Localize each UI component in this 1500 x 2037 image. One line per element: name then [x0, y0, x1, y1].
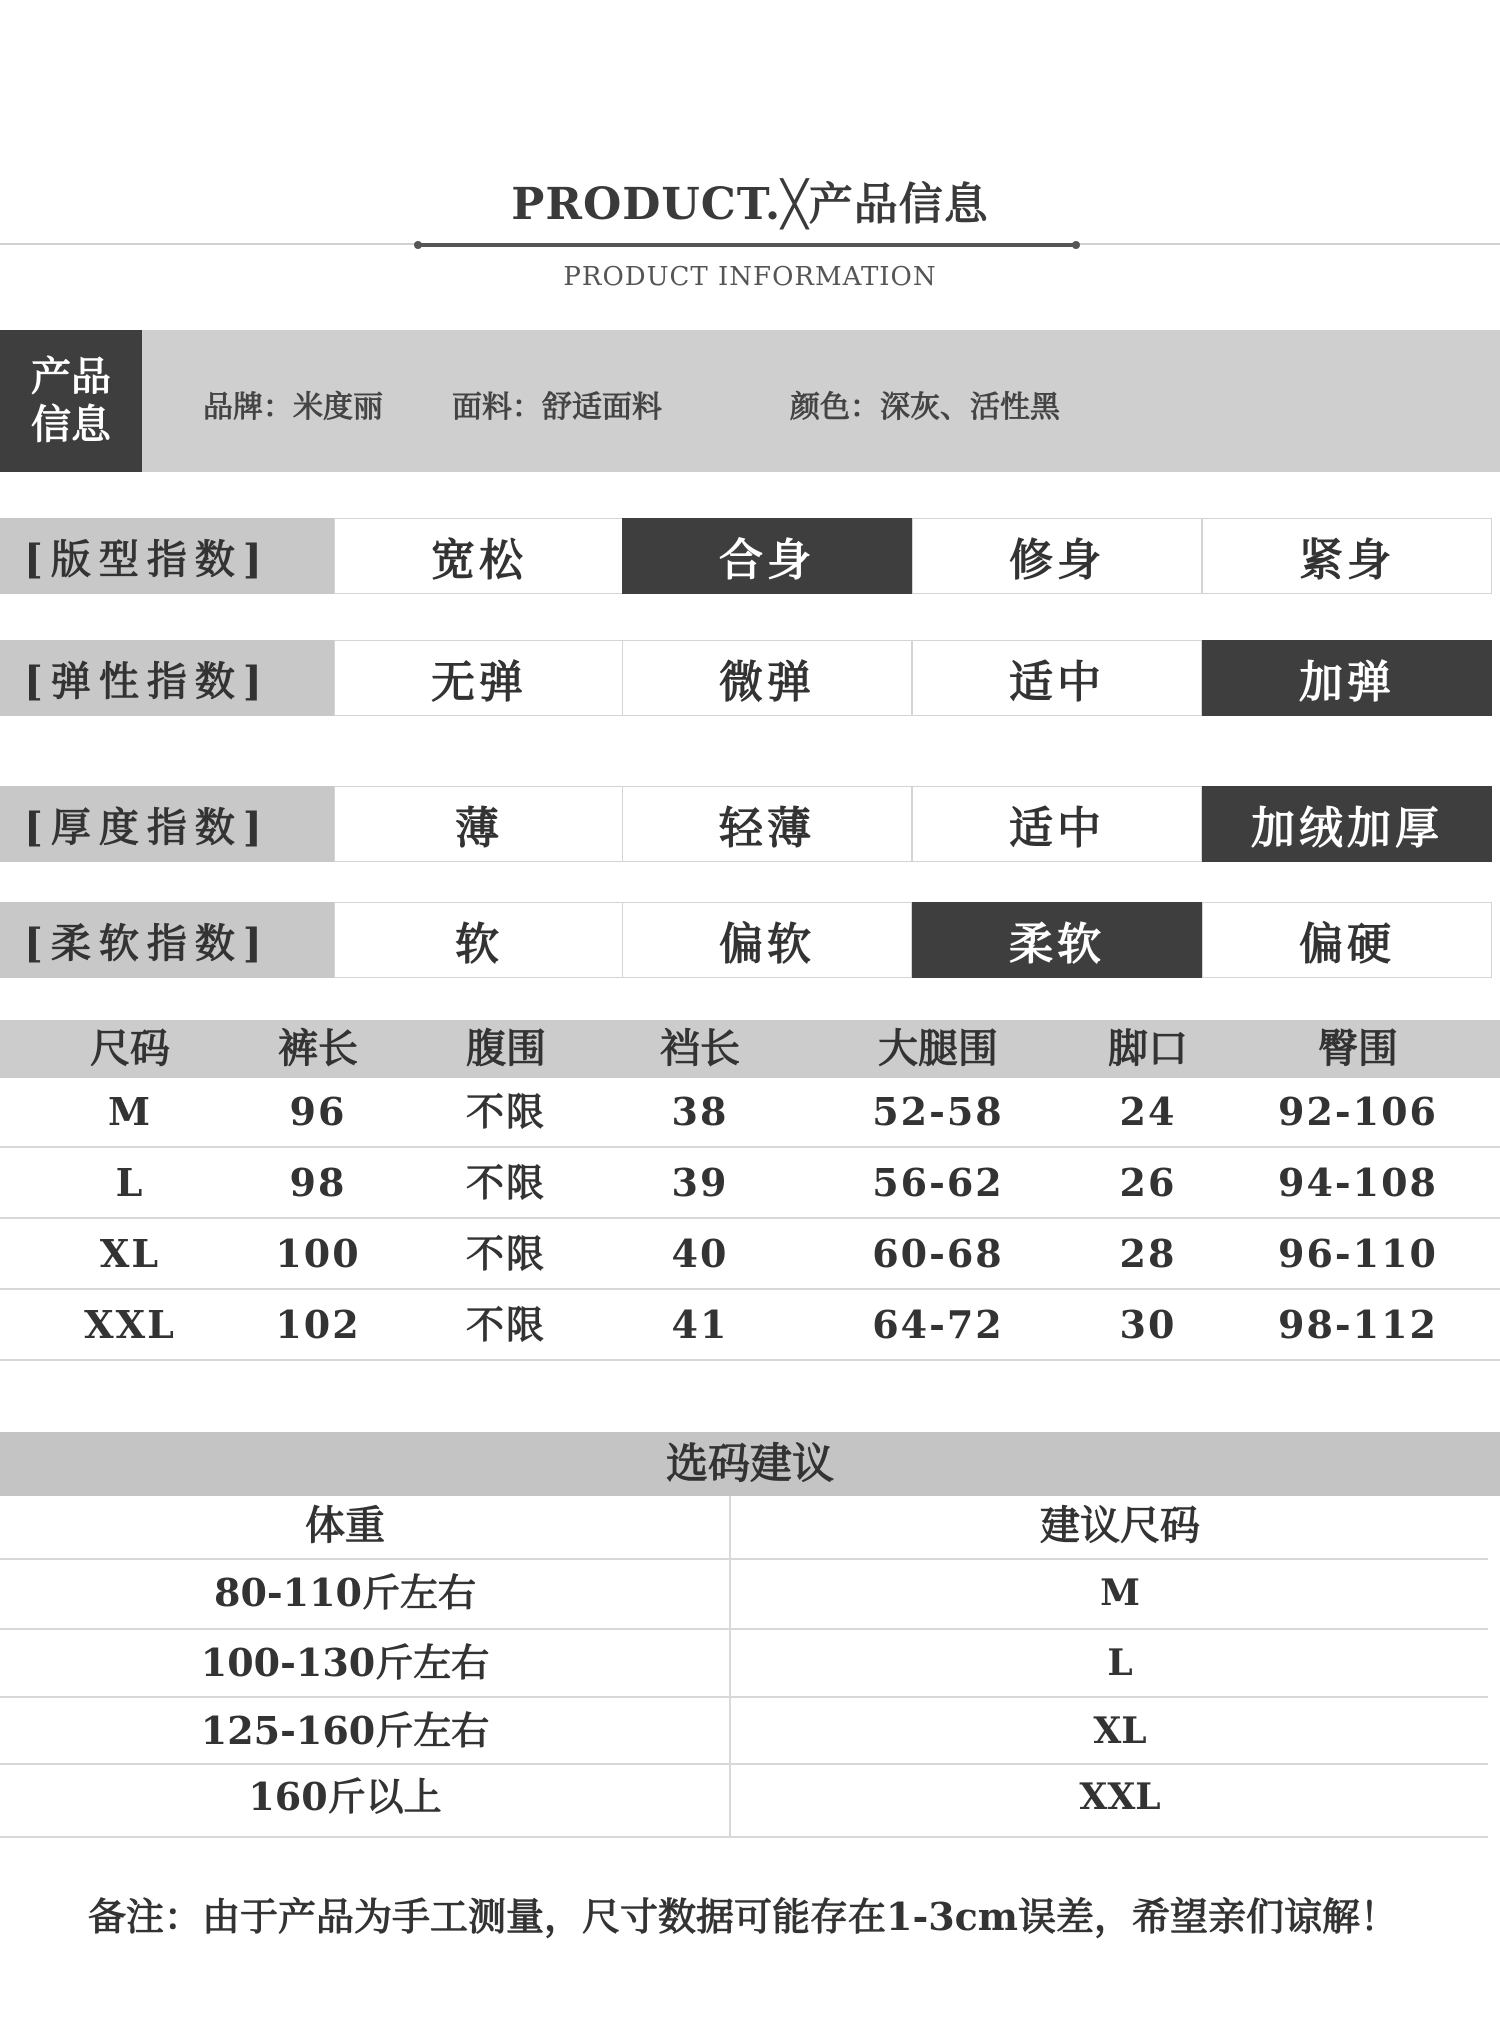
recommend-cell: 80-110斤左右 — [214, 1570, 476, 1615]
index-option-selected: 柔软 — [912, 902, 1202, 978]
size-table-cell: 不限 — [465, 1231, 546, 1276]
index-option: 修身 — [912, 518, 1202, 594]
index-label: [弹性指数] — [0, 640, 334, 716]
index-option: 薄 — [334, 786, 624, 862]
index-row — [0, 786, 1500, 862]
product-info-tag-text: 产品信息 — [31, 353, 111, 448]
size-table-header-cell: 裆长 — [660, 1025, 740, 1072]
size-table-cell: 不限 — [465, 1160, 546, 1205]
index-option: 微弹 — [622, 640, 912, 716]
recommend-divider — [729, 1496, 731, 1836]
index-row — [0, 640, 1500, 716]
size-table-cell: 102 — [275, 1302, 361, 1347]
size-table-cell: 41 — [671, 1302, 729, 1347]
size-table-cell: 92-106 — [1278, 1089, 1438, 1134]
size-table-cell: 100 — [275, 1231, 361, 1276]
recommend-header-cell: 体重 — [305, 1502, 385, 1549]
index-option-selected: 合身 — [622, 518, 912, 594]
index-option: 适中 — [912, 786, 1202, 862]
index-option: 软 — [334, 902, 624, 978]
fabric-info: 面料：舒适面料 — [452, 390, 662, 425]
size-table-row-divider — [0, 1288, 1500, 1290]
size-table-row-divider — [0, 1217, 1500, 1219]
size-table-cell: 60-68 — [872, 1231, 1004, 1276]
size-table-cell: 26 — [1119, 1160, 1177, 1205]
note-text: 备注：由于产品为手工测量，尺寸数据可能存在1-3cm误差，希望亲们谅解！ — [88, 1894, 1399, 1939]
size-table-cell: 98 — [289, 1160, 347, 1205]
size-table-cell: 39 — [671, 1160, 729, 1205]
size-table-cell: 96-110 — [1278, 1231, 1438, 1276]
index-option: 宽松 — [334, 518, 624, 594]
header-divider-accent — [418, 243, 1076, 247]
brand-info: 品牌：米度丽 — [203, 390, 383, 425]
recommend-cell: M — [1100, 1572, 1140, 1614]
index-option: 紧身 — [1202, 518, 1492, 594]
recommend-cell: 100-130斤左右 — [200, 1640, 490, 1685]
index-option: 适中 — [912, 640, 1202, 716]
size-table-cell: 64-72 — [872, 1302, 1004, 1347]
index-label: [版型指数] — [0, 518, 334, 594]
size-table-header-cell: 大腿围 — [878, 1025, 998, 1072]
size-table-cell: 96 — [289, 1089, 347, 1134]
size-table-cell: 98-112 — [1278, 1302, 1438, 1347]
index-row — [0, 902, 1500, 978]
color-info: 颜色：深灰、活性黑 — [790, 390, 1060, 425]
size-table-row-divider — [0, 1359, 1500, 1361]
size-table-cell: XL — [99, 1231, 161, 1276]
recommend-cell: L — [1107, 1642, 1133, 1684]
size-table-cell: 56-62 — [872, 1160, 1004, 1205]
divider-dot-left — [414, 241, 422, 249]
product-info-tag — [0, 330, 142, 472]
size-table-cell: 94-108 — [1278, 1160, 1438, 1205]
size-table-cell: L — [115, 1160, 145, 1205]
size-table-header-cell: 臀围 — [1318, 1025, 1398, 1072]
size-table-cell: M — [107, 1089, 153, 1134]
size-table-header-cell: 尺码 — [90, 1025, 170, 1072]
index-option: 轻薄 — [622, 786, 912, 862]
size-table-cell: 24 — [1119, 1089, 1177, 1134]
size-table-cell: 不限 — [465, 1089, 546, 1134]
index-option: 无弹 — [334, 640, 624, 716]
size-table-header-cell: 脚口 — [1108, 1025, 1188, 1072]
size-table-cell: 28 — [1119, 1231, 1177, 1276]
index-row — [0, 518, 1500, 594]
size-table-cell: 38 — [671, 1089, 729, 1134]
index-option: 偏硬 — [1202, 902, 1492, 978]
recommend-row-divider — [0, 1836, 1488, 1838]
size-table-cell: XXL — [84, 1302, 176, 1347]
index-option: 偏软 — [622, 902, 912, 978]
size-table-header-cell: 腹围 — [466, 1025, 546, 1072]
page-title: PRODUCT.╳产品信息 — [511, 179, 989, 230]
divider-dot-right — [1072, 241, 1080, 249]
size-table-cell: 不限 — [465, 1302, 546, 1347]
recommend-cell: XL — [1093, 1710, 1147, 1752]
size-table-cell: 52-58 — [872, 1089, 1004, 1134]
size-table-row-divider — [0, 1146, 1500, 1148]
size-table-header-cell: 裤长 — [278, 1025, 358, 1072]
index-option-selected: 加弹 — [1202, 640, 1492, 716]
index-label: [柔软指数] — [0, 902, 334, 978]
size-table-cell: 30 — [1119, 1302, 1177, 1347]
recommend-cell: XXL — [1079, 1776, 1161, 1818]
size-table-cell: 40 — [671, 1231, 729, 1276]
index-option-selected: 加绒加厚 — [1202, 786, 1492, 862]
index-label: [厚度指数] — [0, 786, 334, 862]
recommend-cell: 125-160斤左右 — [200, 1708, 490, 1753]
recommend-header-cell: 建议尺码 — [1040, 1502, 1200, 1549]
recommend-title: 选码建议 — [0, 1432, 1500, 1496]
page-subtitle: PRODUCT INFORMATION — [563, 262, 937, 292]
recommend-cell: 160斤以上 — [248, 1774, 442, 1819]
